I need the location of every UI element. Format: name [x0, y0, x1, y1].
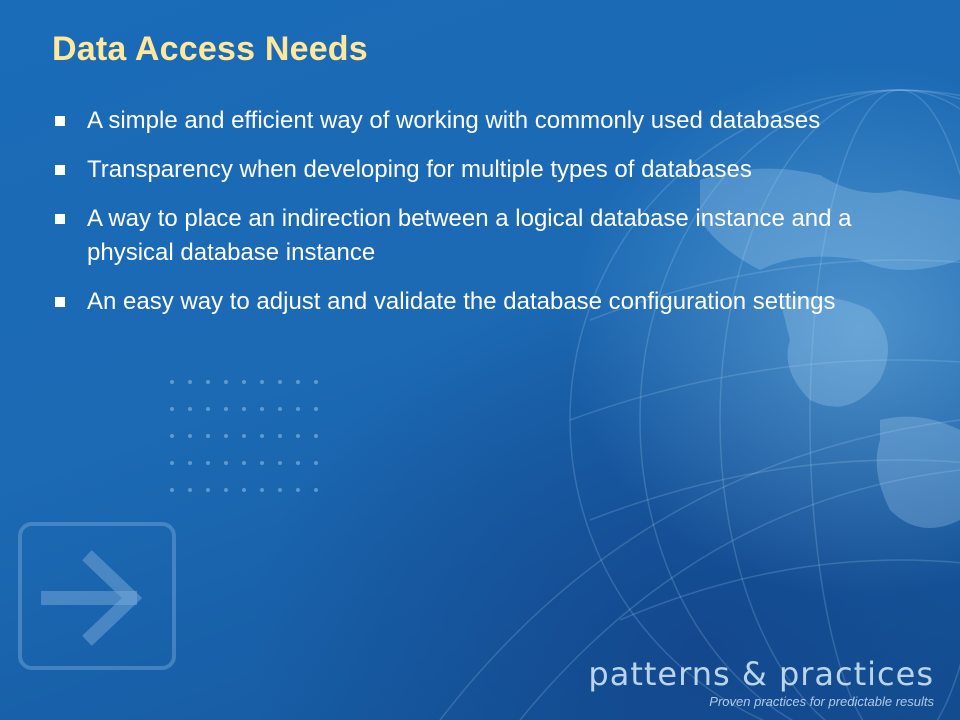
bullet-text: An easy way to adjust and validate the database configuration settings: [87, 288, 836, 315]
square-bullet-icon: [55, 297, 65, 307]
bullet-item: [52, 153, 922, 187]
bullet-item: [52, 202, 922, 270]
slide-title: Data Access Needs: [52, 30, 368, 68]
right-arrow-icon: [40, 548, 150, 648]
bullet-text: A simple and efficient way of working with commonly used databases: [87, 107, 821, 134]
dot-grid: [170, 380, 332, 515]
square-bullet-icon: [55, 116, 65, 126]
square-bullet-icon: [55, 165, 65, 175]
bullet-text: Transparency when developing for multiple types of databases: [87, 156, 752, 183]
square-bullet-icon: [55, 214, 65, 224]
brand-tagline: Proven practices for predictable results: [709, 694, 934, 709]
bullet-list: [52, 104, 922, 334]
brand-name: patterns & practices: [588, 655, 934, 693]
bullet-text: A way to place an indirection between a logical database instance and a physical database instance: [87, 205, 852, 266]
bullet-item: [52, 285, 922, 319]
bullet-item: [52, 104, 922, 138]
brand-logo: [584, 654, 934, 710]
